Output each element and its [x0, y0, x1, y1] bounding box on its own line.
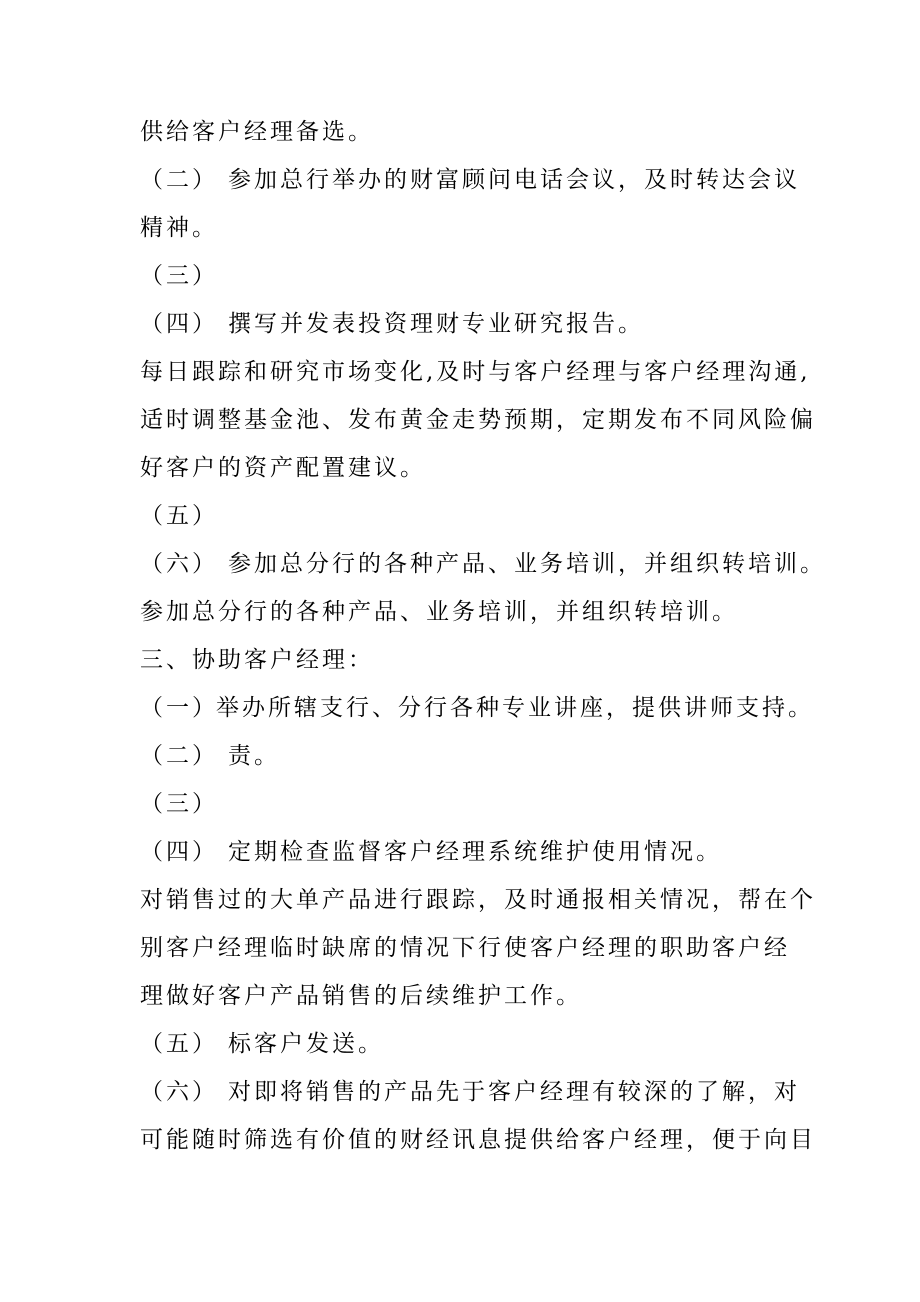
- line-text: 可能随时筛选有价值的财经讯息提供给客户经理，便于向目: [140, 1127, 816, 1153]
- text-line: [140, 972, 810, 1020]
- text-line: [140, 396, 816, 444]
- item-text: 举办所辖支行、分行各种专业讲座，提供讲师支持。: [216, 695, 814, 721]
- item-text: 撰写并发表投资理财专业研究报告。: [228, 311, 644, 337]
- list-item: [140, 1068, 810, 1116]
- item-number: （四）: [140, 311, 218, 337]
- item-number: （一）: [140, 695, 218, 721]
- text-line: [140, 876, 816, 924]
- text-line: [140, 108, 810, 156]
- list-item: [140, 732, 810, 780]
- text-line: [140, 444, 810, 492]
- item-text: 定期检查监督客户经理系统维护使用情况。: [228, 839, 722, 865]
- item-number: （五）: [140, 503, 218, 529]
- text-line: [140, 204, 810, 252]
- item-text: 责。: [228, 743, 280, 769]
- item-text: 对即将销售的产品先于客户经理有较深的了解，对: [228, 1079, 800, 1105]
- item-number: （四）: [140, 839, 218, 865]
- text-line: [140, 348, 810, 396]
- list-item: [140, 828, 810, 876]
- line-text: 每日跟踪和研究市场变化,及时与客户经理与客户经理沟通,: [140, 359, 811, 385]
- item-number: （六）: [140, 1079, 218, 1105]
- line-text: 参加总分行的各种产品、业务培训，并组织转培训。: [140, 599, 738, 625]
- line-text: 对销售过的大单产品进行跟踪，及时通报相关情况，帮在个: [140, 887, 816, 913]
- item-text: 参加总行举办的财富顾问电话会议，及时转达会议: [228, 167, 800, 193]
- document-body: [140, 108, 826, 1164]
- item-number: （三）: [140, 263, 218, 289]
- list-item: [140, 540, 826, 588]
- text-line: [140, 1116, 816, 1164]
- text-line: [140, 588, 810, 636]
- line-text: 理做好客户产品销售的后续维护工作。: [140, 983, 582, 1009]
- text-line: [140, 924, 810, 972]
- line-text: 适时调整基金池、发布黄金走势预期，定期发布不同风险偏: [140, 407, 816, 433]
- line-text: 供给客户经理备选。: [140, 119, 374, 145]
- item-text: 标客户发送。: [228, 1031, 384, 1057]
- line-text: 精神。: [140, 215, 218, 241]
- list-item: [140, 252, 810, 300]
- item-number: （二）: [140, 167, 218, 193]
- item-number: （五）: [140, 1031, 218, 1057]
- item-number: （三）: [140, 791, 218, 817]
- list-item: [140, 492, 810, 540]
- heading-text: 三、协助客户经理：: [140, 647, 374, 673]
- line-text: 好客户的资产配置建议。: [140, 455, 426, 481]
- item-text: 参加总分行的各种产品、业务培训，并组织转培训。: [228, 551, 826, 577]
- item-number: （六）: [140, 551, 218, 577]
- list-item: [140, 1020, 810, 1068]
- list-item: [140, 684, 814, 732]
- section-heading: [140, 636, 810, 684]
- list-item: [140, 156, 810, 204]
- list-item: [140, 300, 810, 348]
- item-number: （二）: [140, 743, 218, 769]
- list-item: [140, 780, 810, 828]
- line-text: 别客户经理临时缺席的情况下行使客户经理的职助客户经: [140, 935, 790, 961]
